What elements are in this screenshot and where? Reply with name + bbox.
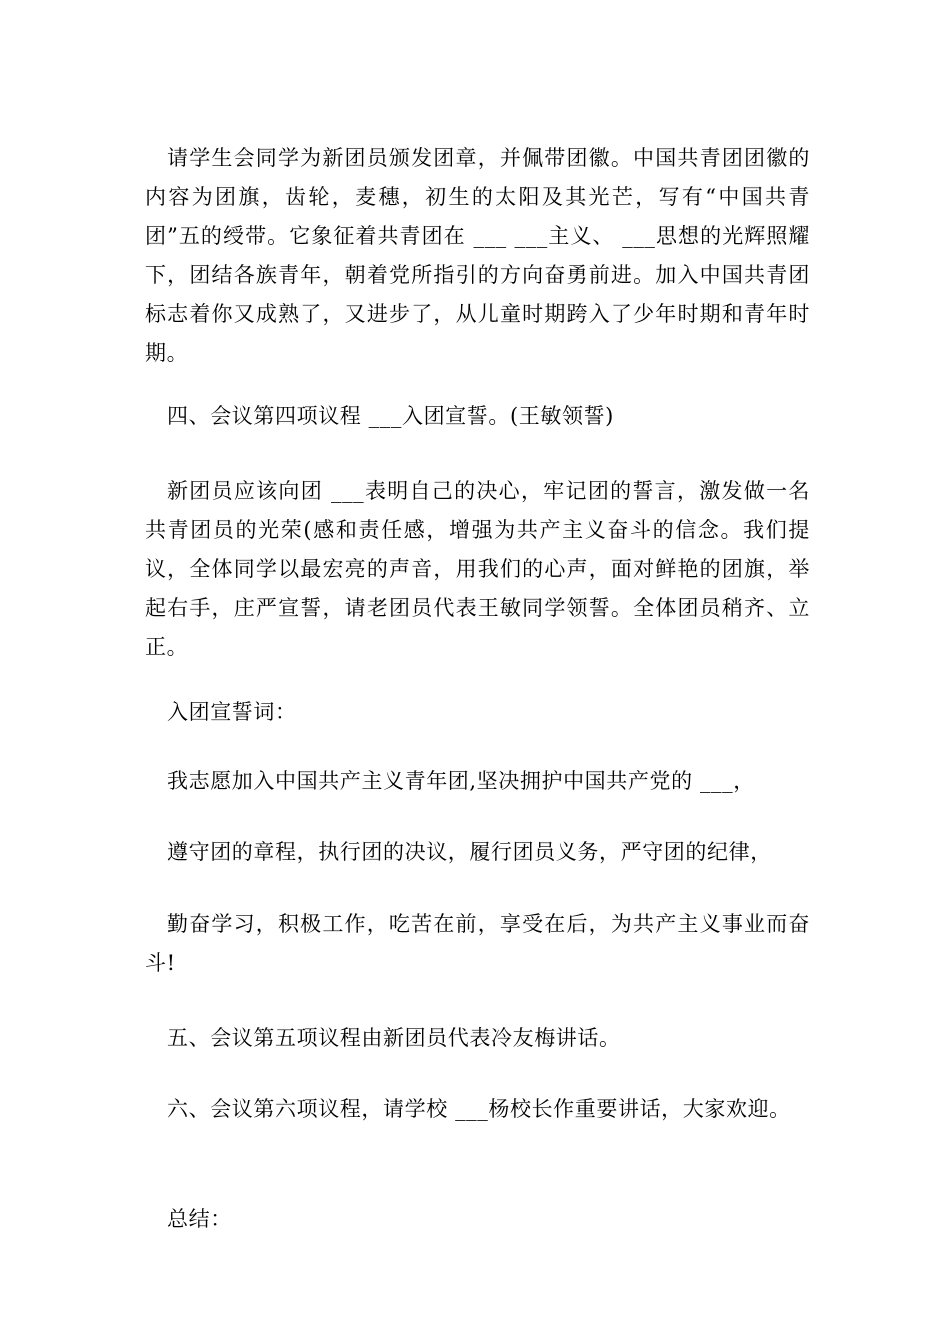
- paragraph-agenda-item-five: 五、会议第五项议程由新团员代表冷友梅讲话。: [167, 1026, 621, 1050]
- paragraph-badge-ceremony: 请学生会同学为新团员颁发团章，并佩带团徽。中国共青团团徽的内容为团旗，齿轮，麦穗，初生的太阳及其光芒，写有“中国共青团”五的绶带。它象征着共青团在 ___ ___主义、 ___思想的光辉照耀下，团结各族青年，朝着党所指引的方向奋勇前进。加入中国共青团标志着你又成熟了，又进步了，从儿童时期跨入了少年时期和青年时期。: [145, 146, 810, 365]
- paragraph-summary-heading: 总结：: [167, 1207, 232, 1231]
- paragraph-oath-line-two: 遵守团的章程，执行团的决议，履行团员义务，严守团的纪律，: [167, 840, 772, 864]
- paragraph-oath-introduction: 新团员应该向团 ___表明自己的决心，牢记团的誓言，激发做一名共青团员的光荣(感和责任感，增强为共产主义奋斗的信念。我们提议，全体同学以最宏亮的声音，用我们的心声，面对鲜艳的团旗，举起右手，庄严宣誓，请老团员代表王敏同学领誓。全体团员稍齐、立正。: [145, 479, 810, 659]
- paragraph-agenda-item-six: 六、会议第六项议程，请学校 ___杨校长作重要讲话，大家欢迎。: [167, 1097, 791, 1121]
- paragraph-oath-line-one: 我志愿加入中国共产主义青年团,坚决拥护中国共产党的 ___，: [167, 769, 755, 793]
- paragraph-oath-heading: 入团宣誓词：: [167, 700, 297, 724]
- paragraph-agenda-item-four: 四、会议第四项议程 ___入团宣誓。(王敏领誓): [167, 404, 614, 428]
- paragraph-oath-line-three: 勤奋学习，积极工作，吃苦在前，享受在后，为共产主义事业而奋斗!: [145, 912, 810, 975]
